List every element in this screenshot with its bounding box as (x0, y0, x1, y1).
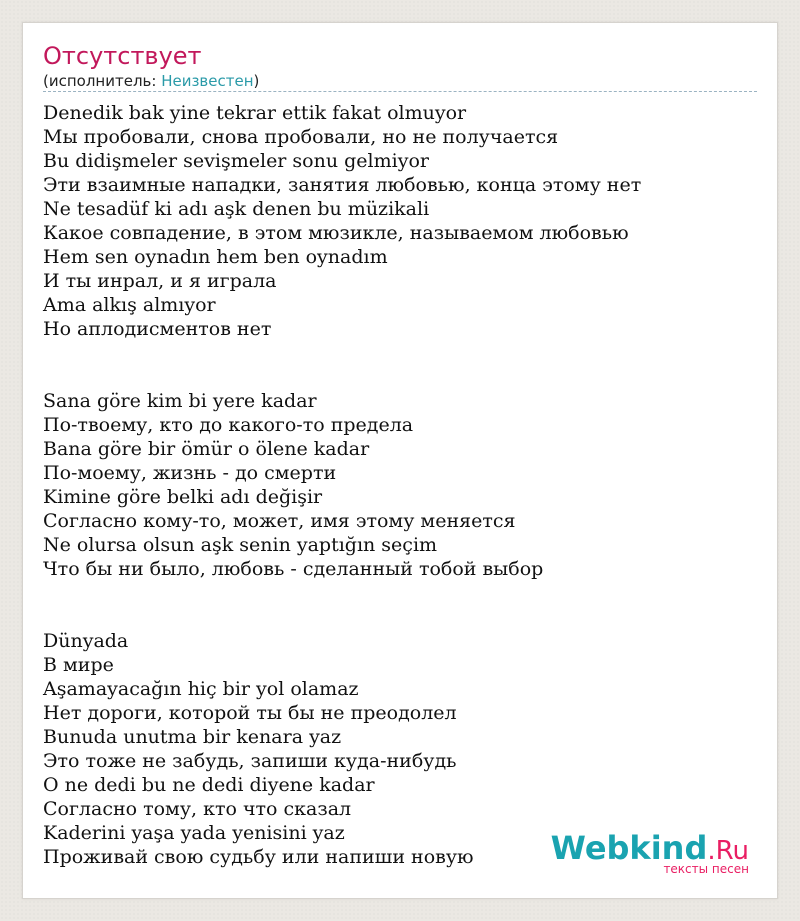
lyric-line: По-моему, жизнь - до смерти (43, 462, 337, 484)
lyric-line: И ты инрал, и я играла (43, 270, 277, 292)
lyric-line: Ne tesadüf ki adı aşk denen bu müzikali (43, 198, 430, 220)
artist-suffix: ) (253, 72, 260, 90)
lyric-line: Что бы ни было, любовь - сделанный тобой выбор (43, 558, 544, 580)
lyric-line: Согласно тому, кто что сказал (43, 798, 352, 820)
lyric-blank-line (43, 581, 759, 605)
lyric-line: Bana göre bir ömür o ölene kadar (43, 438, 370, 460)
lyric-line: Kaderini yaşa yada yenisini yaz (43, 822, 345, 844)
lyric-line: Bu didişmeler sevişmeler sonu gelmiyor (43, 150, 429, 172)
lyric-blank-line (43, 365, 759, 389)
logo-tagline: тексты песен (663, 862, 749, 876)
lyric-line: Dünyada (43, 630, 129, 652)
lyric-line: Нет дороги, которой ты бы не преодолел (43, 702, 457, 724)
artist-prefix: (исполнитель: (43, 72, 162, 90)
lyric-blank-line (43, 605, 759, 629)
lyric-line: Aşamayacağın hiç bir yol olamaz (43, 678, 359, 700)
lyric-line: O ne dedi bu ne dedi diyene kadar (43, 774, 375, 796)
artist-link[interactable]: Неизвестен (161, 72, 254, 90)
lyric-line: Ama alkış almıyor (43, 294, 216, 316)
title-divider (43, 91, 757, 92)
logo-tld: .Ru (707, 836, 749, 866)
webkind-logo (550, 829, 749, 876)
lyric-blank-line (43, 341, 759, 365)
artist-line (43, 71, 259, 91)
lyric-line: Sana göre kim bi yere kadar (43, 390, 317, 412)
lyric-line: Но аплодисментов нет (43, 318, 272, 340)
lyrics-body (43, 101, 759, 869)
lyric-line: Это тоже не забудь, запиши куда-нибудь (43, 750, 457, 772)
lyric-line: Ne olursa olsun aşk senin yaptığın seçim (43, 534, 438, 556)
lyric-line: Denedik bak yine tekrar ettik fakat olmuyor (43, 102, 467, 124)
song-title: Отсутствует (43, 42, 202, 70)
lyric-line: Kimine göre belki adı değişir (43, 486, 323, 508)
logo-brand: Webkind (550, 829, 708, 867)
lyrics-card (22, 22, 778, 899)
lyric-line: Проживай свою судьбу или напиши новую (43, 846, 474, 868)
lyric-line: По-твоему, кто до какого-то предела (43, 414, 414, 436)
lyric-line: Какое совпадение, в этом мюзикле, называемом любовью (43, 222, 629, 244)
lyric-line: Мы пробовали, снова пробовали, но не получается (43, 126, 559, 148)
lyric-line: Hem sen oynadın hem ben oynadım (43, 246, 388, 268)
lyric-line: Согласно кому-то, может, имя этому меняется (43, 510, 516, 532)
lyric-line: Эти взаимные нападки, занятия любовью, конца этому нет (43, 174, 642, 196)
lyric-line: В мире (43, 654, 114, 676)
lyric-line: Bunuda unutma bir kenara yaz (43, 726, 342, 748)
